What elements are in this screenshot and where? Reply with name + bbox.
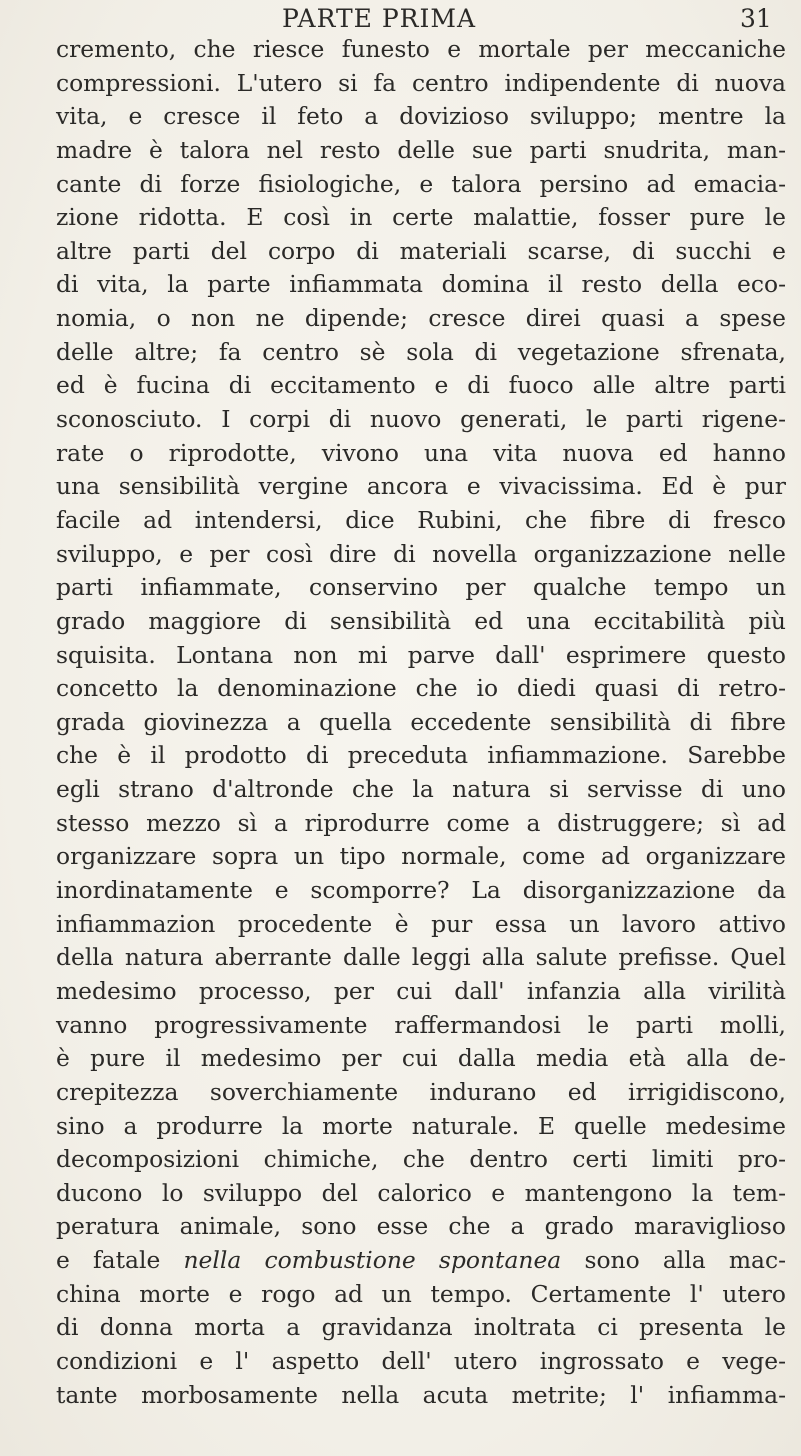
text-line: sviluppo, e per così dire di novella organizzazione nelle	[56, 539, 786, 568]
text-line: peratura animale, sono esse che a grado maraviglioso	[56, 1212, 786, 1241]
text-line: crepitezza soverchiamente indurano ed irrigidiscono,	[56, 1077, 786, 1106]
text-line: altre parti del corpo di materiali scarse, di succhi e	[56, 236, 786, 265]
text-line	[56, 1244, 786, 1278]
text-line: zione ridotta. E così in certe malattie, fosser pure le	[56, 203, 786, 232]
text-line: sconosciuto. I corpi di nuovo generati, le parti rigene-	[56, 405, 786, 434]
text-line: compressioni. L'utero si fa centro indipendente di nuova	[56, 68, 786, 97]
text-line: grado maggiore di sensibilità ed una eccitabilità più	[56, 606, 786, 635]
text-line: di vita, la parte infiammata domina il resto della eco-	[56, 270, 786, 299]
text-line: delle altre; fa centro sè sola di vegetazione sfrenata,	[56, 337, 786, 366]
text-line: inordinatamente e scomporre? La disorganizzazione da	[56, 876, 786, 905]
text-line: medesimo processo, per cui dall' infanzia alla virilità	[56, 976, 786, 1005]
text-line: vita, e cresce il feto a dovizioso sviluppo; mentre la	[56, 102, 786, 131]
text-line: infiammazion procedente è pur essa un lavoro attivo	[56, 909, 786, 938]
text-line: parti infiammate, conservino per qualche tempo un	[56, 573, 786, 602]
text-line: decomposizioni chimiche, che dentro certi limiti pro-	[56, 1145, 786, 1174]
text-line: cremento, che riesce funesto e mortale per meccaniche	[56, 35, 786, 63]
text-line: facile ad intendersi, dice Rubini, che fibre di fresco	[56, 505, 786, 534]
text-line: stesso mezzo sì a riprodurre come a distruggere; sì ad	[56, 808, 786, 837]
text-line: china morte e rogo ad un tempo. Certamente l' utero	[56, 1279, 786, 1308]
text-line: di donna morta a gravidanza inoltrata ci presenta le	[56, 1313, 786, 1342]
text-line: ducono lo sviluppo del calorico e mantengono la tem-	[56, 1178, 786, 1207]
text-line: che è il prodotto di preceduta infiammazione. Sarebbe	[56, 741, 786, 770]
text-line: squisita. Lontana non mi parve dall' esprimere questo	[56, 640, 786, 669]
text-line: della natura aberrante dalle leggi alla salute prefisse. Quel	[56, 943, 786, 972]
text-line: nomia, o non ne dipende; cresce direi quasi a spese	[56, 304, 786, 333]
page-number: 31	[740, 4, 772, 33]
body-text	[56, 33, 786, 1412]
text-line: egli strano d'altronde che la natura si servisse di uno	[56, 775, 786, 804]
italic-phrase: nella combustione spontanea	[183, 1246, 562, 1275]
text-line: una sensibilità vergine ancora e vivacissima. Ed è pur	[56, 472, 786, 501]
text-line: vanno progressivamente raffermandosi le parti molli,	[56, 1010, 786, 1039]
text-line: organizzare sopra un tipo normale, come ad organizzare	[56, 842, 786, 871]
text-line: sino a produrre la morte naturale. E quelle medesime	[56, 1111, 786, 1140]
text-line: cante di forze fisiologiche, e talora persino ad emacia-	[56, 169, 786, 198]
page-header	[0, 2, 801, 36]
text-line: condizioni e l' aspetto dell' utero ingrossato e vege-	[56, 1346, 786, 1375]
text-line: è pure il medesimo per cui dalla media età alla de-	[56, 1044, 786, 1073]
text-line: grada giovinezza a quella eccedente sensibilità di fibre	[56, 707, 786, 736]
text-line: tante morbosamente nella acuta metrite; l' infiamma-	[56, 1380, 786, 1409]
text-segment: e fatale	[56, 1246, 161, 1275]
text-line: ed è fucina di eccitamento e di fuoco alle altre parti	[56, 371, 786, 400]
text-line: madre è talora nel resto delle sue parti snudrita, man-	[56, 135, 786, 164]
running-head: PARTE PRIMA	[282, 4, 477, 33]
text-line: concetto la denominazione che io diedi quasi di retro-	[56, 674, 786, 703]
text-line: rate o riprodotte, vivono una vita nuova ed hanno	[56, 438, 786, 467]
text-segment: sono alla mac-	[584, 1246, 787, 1275]
